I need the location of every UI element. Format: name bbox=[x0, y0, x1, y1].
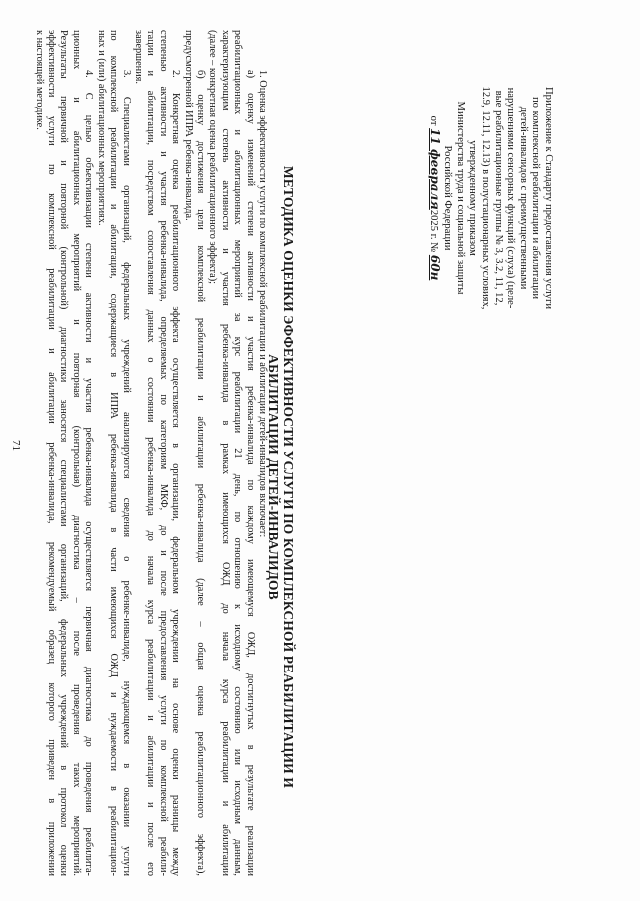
page-number: 71 bbox=[10, 440, 22, 451]
paragraph-line: б) оценку достижения цели комплексной реабилитации и абилитации ребенка-инвалида (далее – общая оценка реабилитационного эффекта), bbox=[194, 70, 206, 876]
appendix-line: утвержденному приказом bbox=[467, 140, 479, 256]
paragraph-2 bbox=[206, 30, 256, 876]
paragraph-line: характеризующим степень активности и участия ребенка-инвалида в рамках имеющихся ОЖД до начала курса реабилитации и абилитации bbox=[219, 30, 231, 876]
paragraph-line: 2. Конкретная оценка реабилитационного эффекта осуществляется в организации, федеральном учреждении на основе оценки разницы между bbox=[170, 70, 182, 876]
paragraph-line: (далее – конкретная оценка реабилитационного эффекта); bbox=[207, 30, 219, 284]
handwritten-order-number: 60н bbox=[427, 254, 442, 281]
paragraph-line: а) оценку изменений степени активности и участия ребенка-инвалида по каждому имеющемуся ОЖД, достигнутых в результате реализации bbox=[244, 70, 256, 876]
appendix-line: по комплексной реабилитации и абилитации bbox=[530, 96, 542, 299]
appendix-line: 12.9, 12.11, 12.13) в полустационарных условиях, bbox=[480, 86, 492, 310]
paragraph-line: ционных и абилитационных мероприятий и повторная (контрольная) диагностика – после проведения таких мероприятий. bbox=[70, 30, 82, 876]
document-title bbox=[266, 82, 296, 872]
paragraph-line: эффективности услуги по комплексной реабилитации и абилитации ребенка-инвалида, рекомендуемый образец которого приведен в приложении bbox=[46, 30, 58, 876]
paragraph-line: ных и (или) абилитационных мероприятиях. bbox=[95, 30, 107, 226]
date-year: 2025 г. № bbox=[427, 209, 439, 253]
paragraph-line: тации и абилитации, посредством сопоставления данных о состоянии ребенка-инвалида до начала курса реабилитации и абилитации и после его bbox=[145, 30, 157, 876]
paragraph-line: степенью активности и участия ребенка-инвалида, определяемых по категориям МКФ, до и после предоставления услуги по комплексной реабили- bbox=[157, 30, 169, 876]
paragraph-5 bbox=[94, 30, 131, 876]
paragraph-line: завершения. bbox=[132, 30, 144, 84]
title-line: АБИЛИТАЦИИ ДЕТЕЙ-ИНВАЛИДОВ bbox=[266, 354, 281, 600]
appendix-line: Российской Федерации bbox=[442, 145, 454, 251]
paragraph-1 bbox=[256, 30, 268, 876]
appendix-line: нарушениями сенсорных функций (слуха) (целе- bbox=[505, 87, 517, 309]
appendix-header bbox=[426, 24, 554, 372]
paragraph-3 bbox=[181, 30, 206, 876]
appendix-date-line bbox=[426, 24, 441, 372]
appendix-line: детей-инвалидов с преимущественными bbox=[517, 106, 529, 290]
paragraph-line: к настоящей методике. bbox=[33, 30, 45, 130]
appendix-line: Министерства труда и социальной защиты bbox=[454, 101, 466, 295]
handwritten-date: 11 февраля bbox=[427, 128, 442, 210]
paragraph-line: 4. С целью объективизации степени активности и участия ребенка-инвалида осуществляется первичная диагностика до проведения реабилита- bbox=[83, 70, 95, 876]
paragraph-line: 1. Оценка эффективности услуги по комплексной реабилитации и абилитации детей-инвалидов включает: bbox=[257, 70, 268, 538]
paragraph-line: по комплексной реабилитации и абилитации, содержащиеся в ИПРА ребенка-инвалида в части имеющихся ОЖД и нуждаемости в реабилитацион- bbox=[108, 30, 120, 876]
document-body bbox=[32, 30, 268, 876]
paragraph-4 bbox=[132, 30, 182, 876]
paragraph-line: Результаты первичной и повторной (контрольной) диагностики заносятся специалистами организаций, федеральных учреждений в протокол оценки bbox=[58, 30, 70, 876]
date-prefix: от bbox=[427, 115, 439, 126]
paragraph-line: реабилитационных и абилитационных мероприятий за курс реабилитации 21 день, по отношению к исходному состоянию или исходным данным, bbox=[232, 30, 244, 876]
paragraph-line: предусмотренной ИПРА ребенка-инвалида. bbox=[182, 30, 194, 221]
appendix-line: вые реабилитационные группы № 3, 3.2, 11, 12, bbox=[492, 90, 504, 306]
title-line: МЕТОДИКА ОЦЕНКИ ЭФФЕКТИВНОСТИ УСЛУГИ ПО КОМПЛЕКСНОЙ РЕАБИЛИТАЦИИ И bbox=[281, 166, 296, 788]
appendix-line: Приложение к Стандарту предоставления услуги bbox=[543, 87, 554, 309]
paragraph-line: 3. Специалистами организаций, федеральных учреждений анализируются сведения о ребенке-инвалиде, нуждающемся в оказании услуги bbox=[120, 70, 132, 876]
paragraph-6 bbox=[32, 30, 94, 876]
